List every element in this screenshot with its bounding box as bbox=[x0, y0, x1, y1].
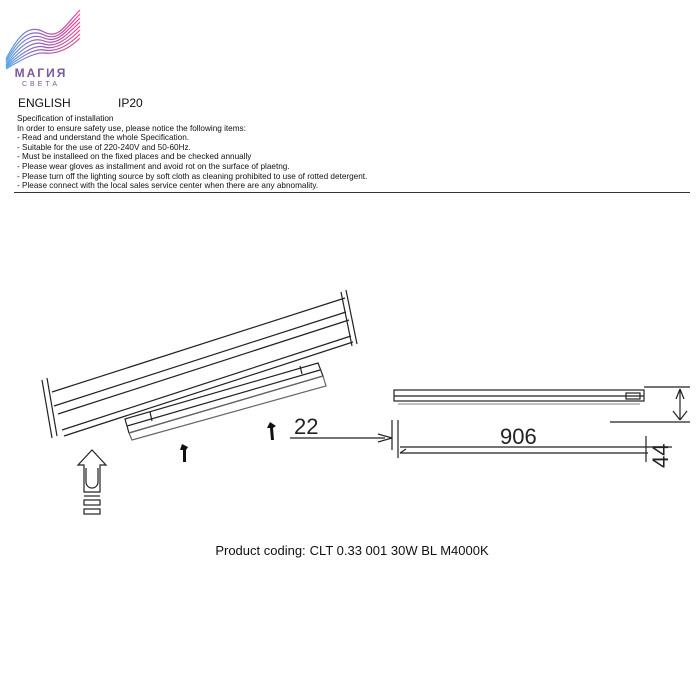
dimension-length: 906 bbox=[500, 424, 537, 449]
spec-item: - Suitable for the use of 220-240V and 50-60Hz. bbox=[17, 142, 191, 152]
installation-drawing bbox=[0, 200, 700, 530]
dimension-offset: 22 bbox=[294, 414, 319, 439]
divider bbox=[14, 192, 690, 193]
spec-item: - Must be installeed on the fixed places and be checked annually bbox=[17, 152, 252, 162]
product-coding bbox=[0, 543, 700, 558]
ip-rating: IP20 bbox=[118, 96, 143, 110]
brand-name: МАГИЯ bbox=[14, 66, 68, 80]
up-arrow-icon bbox=[180, 422, 276, 462]
spec-title: Specification of installation bbox=[17, 114, 114, 123]
spec-item: - Read and understand the whole Specification. bbox=[17, 133, 190, 143]
magnet-icon bbox=[78, 450, 106, 514]
spec-item: - Please connect with the local sales service center when there are any abnomality. bbox=[17, 181, 319, 191]
spec-text bbox=[17, 114, 417, 191]
product-code: CLT 0.33 001 30W BL M4000K bbox=[309, 543, 489, 558]
dimension-lines bbox=[290, 387, 690, 462]
spec-intro: In order to ensure safety use, please notice the following items: bbox=[17, 123, 246, 133]
dimension-height: 44 bbox=[648, 443, 673, 468]
product-coding-label: Product coding: bbox=[215, 543, 306, 558]
wave-logo-icon bbox=[4, 4, 82, 70]
brand-subtitle: СВЕТА bbox=[21, 81, 61, 88]
spec-item: - Please turn off the lighting source by soft cloth as cleaning prohibited to use of rotted detergent. bbox=[17, 171, 368, 181]
spec-item: - Please wear gloves as installment and avoid rot on the surface of plaetng. bbox=[17, 161, 290, 171]
lamp-side-view bbox=[394, 390, 644, 404]
language-label: ENGLISH bbox=[18, 96, 71, 110]
